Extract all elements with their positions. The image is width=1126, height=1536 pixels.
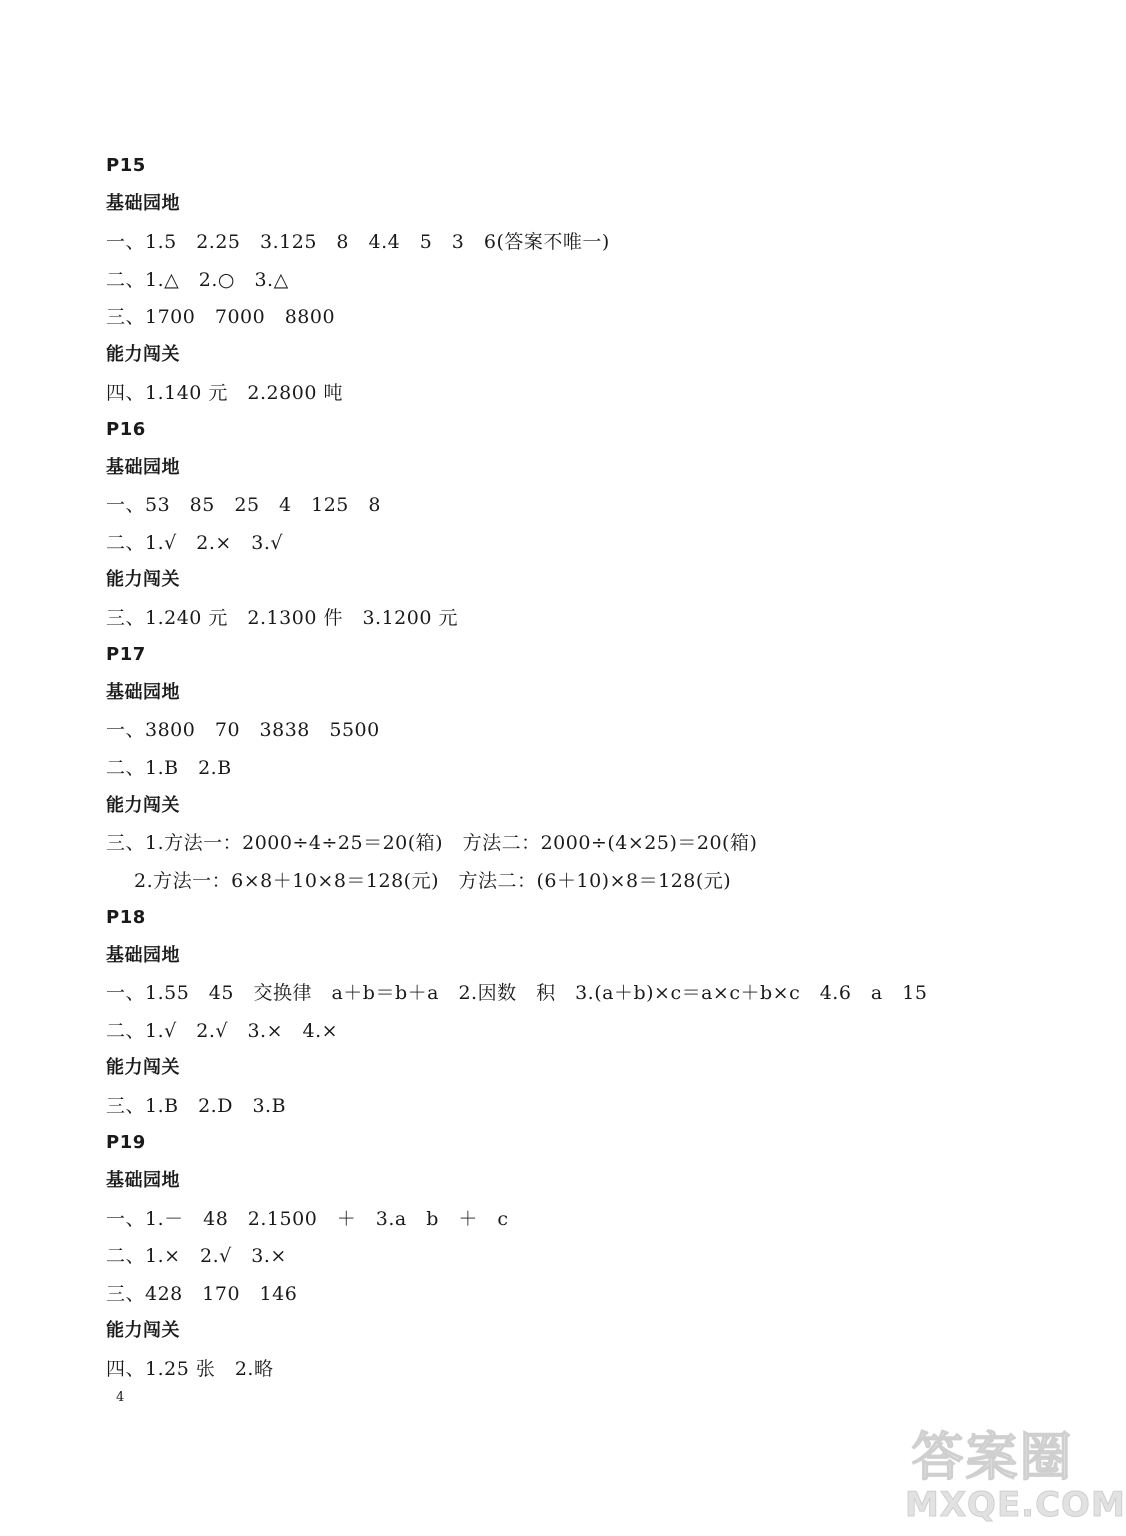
watermark-logo — [905, 1415, 1126, 1533]
answer-line: 一、3800 70 3838 5500 — [106, 719, 380, 741]
answer-line: 一、1.55 45 交换律 a＋b＝b＋a 2.因数 积 3.(a＋b)×c＝a×c＋b×c 4.6 a 15 — [106, 982, 928, 1004]
page-label-p17: P17 — [106, 644, 146, 665]
answer-line: 三、428 170 146 — [106, 1283, 298, 1305]
section-heading: 基础园地 — [106, 457, 180, 478]
answer-line: 二、1.B 2.B — [106, 757, 232, 779]
answer-line: 一、1.5 2.25 3.125 8 4.4 5 3 6(答案不唯一) — [106, 231, 610, 253]
section-heading: 基础园地 — [106, 193, 180, 214]
answer-line: 二、1.△ 2.○ 3.△ — [106, 269, 289, 291]
section-heading: 基础园地 — [106, 682, 180, 703]
page-label-p15: P15 — [106, 155, 146, 176]
page-label-p18: P18 — [106, 907, 146, 928]
section-heading: 能力闯关 — [106, 344, 180, 365]
page-number: 4 — [116, 1390, 125, 1405]
answer-line: 二、1.√ 2.√ 3.× 4.× — [106, 1020, 339, 1042]
answer-line: 三、1700 7000 8800 — [106, 306, 336, 328]
section-heading: 能力闯关 — [106, 1057, 180, 1078]
answer-line: 二、1.√ 2.× 3.√ — [106, 532, 284, 554]
section-heading: 能力闯关 — [106, 569, 180, 590]
answer-line: 三、1.240 元 2.1300 件 3.1200 元 — [106, 607, 458, 629]
answer-line: 三、1.方法一：2000÷4÷25＝20(箱) 方法二：2000÷(4×25)＝20(箱) — [106, 832, 758, 854]
page-label-p19: P19 — [106, 1132, 146, 1153]
answer-line: 2.方法一：6×8＋10×8＝128(元) 方法二：(6＋10)×8＝128(元) — [134, 870, 732, 892]
answer-line: 一、1.－ 48 2.1500 ＋ 3.a b ＋ c — [106, 1208, 509, 1230]
section-heading: 能力闯关 — [106, 795, 180, 816]
watermark-text-en: MXQE.COM — [905, 1485, 1126, 1525]
answer-line: 一、53 85 25 4 125 8 — [106, 494, 381, 516]
section-heading: 基础园地 — [106, 945, 180, 966]
section-heading: 能力闯关 — [106, 1320, 180, 1341]
section-heading: 基础园地 — [106, 1170, 180, 1191]
answer-line: 四、1.25 张 2.略 — [106, 1358, 274, 1380]
answer-line: 四、1.140 元 2.2800 吨 — [106, 382, 343, 404]
page-label-p16: P16 — [106, 419, 146, 440]
watermark-text-cn: 答案圈 — [911, 1428, 1074, 1488]
answer-line: 三、1.B 2.D 3.B — [106, 1095, 287, 1117]
answer-line: 二、1.× 2.√ 3.× — [106, 1245, 287, 1267]
